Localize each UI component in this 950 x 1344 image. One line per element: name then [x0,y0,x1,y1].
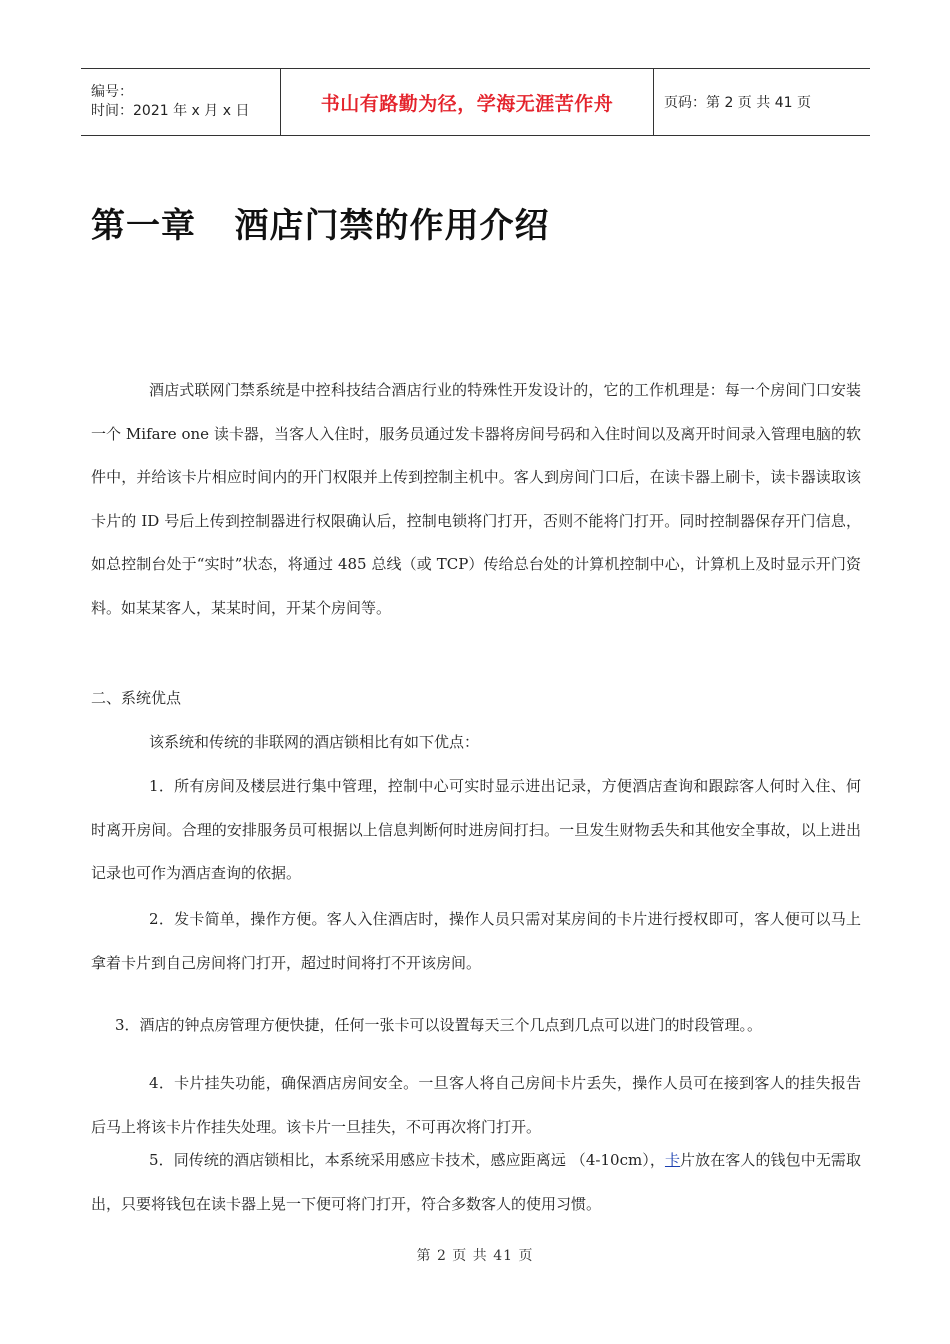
item4-block [91,1062,861,1149]
section-heading: 二、系统优点 [91,689,182,707]
intro-block [91,369,861,630]
item2-block [91,898,861,985]
item3-block [115,1004,875,1048]
document-date: 时间：2021 年 x 月 x 日 [91,103,250,119]
header-page-info: 页码：第 2 页 共 41 页 [664,95,811,111]
chapter-title: 第一章 酒店门禁的作用介绍 [91,206,550,246]
header-meta [81,69,281,135]
list-item [91,1139,861,1226]
item5-text-start: 5．同传统的酒店锁相比，本系统采用感应卡技术，感应距离远 （4-10cm）， [149,1151,665,1169]
page-header [81,68,870,136]
document-number-label: 编号： [91,84,133,100]
header-motto-cell [281,69,654,135]
list-item: 2．发卡简单，操作方便。客人入住酒店时，操作人员只需对某房间的卡片进行授权即可，客人便可以马上拿着卡片到自己房间将门打开，超过时间将打不开该房间。 [91,910,861,972]
item5-block [91,1139,861,1226]
page-footer: 第 2 页 共 41 页 [416,1248,534,1264]
list-item: 3．酒店的钟点房管理方便快捷，任何一张卡可以设置每天三个几点到几点可以进门的时段管理。。 [115,1016,763,1034]
header-motto: 书山有路勤为径，学海无涯苦作舟 [320,92,614,115]
lead-block [91,721,861,765]
item5-text-end: 片放在客人的钱包中无需取出，只要将钱包在读卡器上晃一下便可将门打开，符合多数客人的使用习惯。 [91,1151,861,1213]
item1-block [91,765,861,896]
list-item: 1．所有房间及楼层进行集中管理，控制中心可实时显示进出记录，方便酒店查询和跟踪客人何时入住、何时离开房间。合理的安排服务员可根据以上信息判断何时进房间打扫。一旦发生财物丢失和其他安全事故，以上进出记录也可作为酒店查询的依据。 [91,777,861,882]
section-heading-block [91,677,861,721]
list-item: 4．卡片挂失功能，确保酒店房间安全。一旦客人将自己房间卡片丢失，操作人员可在接到客人的挂失报告后马上将该卡片作挂失处理。该卡片一旦挂失，不可再次将门打开。 [91,1074,861,1136]
card-link[interactable]: 卡 [664,1151,681,1169]
lead-paragraph: 该系统和传统的非联网的酒店锁相比有如下优点： [149,733,480,751]
intro-paragraph: 酒店式联网门禁系统是中控科技结合酒店行业的特殊性开发设计的，它的工作机理是：每一个房间门口安装一个 Mifare one 读卡器，当客人入住时，服务员通过发卡器将房间号码和入住时间以及离开时间录入管理电脑的软件中，并给该卡片相应时间内的开门权限并上传到控制主机中。客人到房间门口后，在读卡器上刷卡，读卡器读取该卡片的 ID 号后上传到控制器进行权限确认后，控制电锁将门打开，否则不能将门打开。同时控制器保存开门信息，如总控制台处于“实时”状态，将通过 485 总线（或 TCP）传给总台处的计算机控制中心，计算机上及时显示开门资料。如某某客人，某某时间，开某个房间等。 [91,381,861,617]
